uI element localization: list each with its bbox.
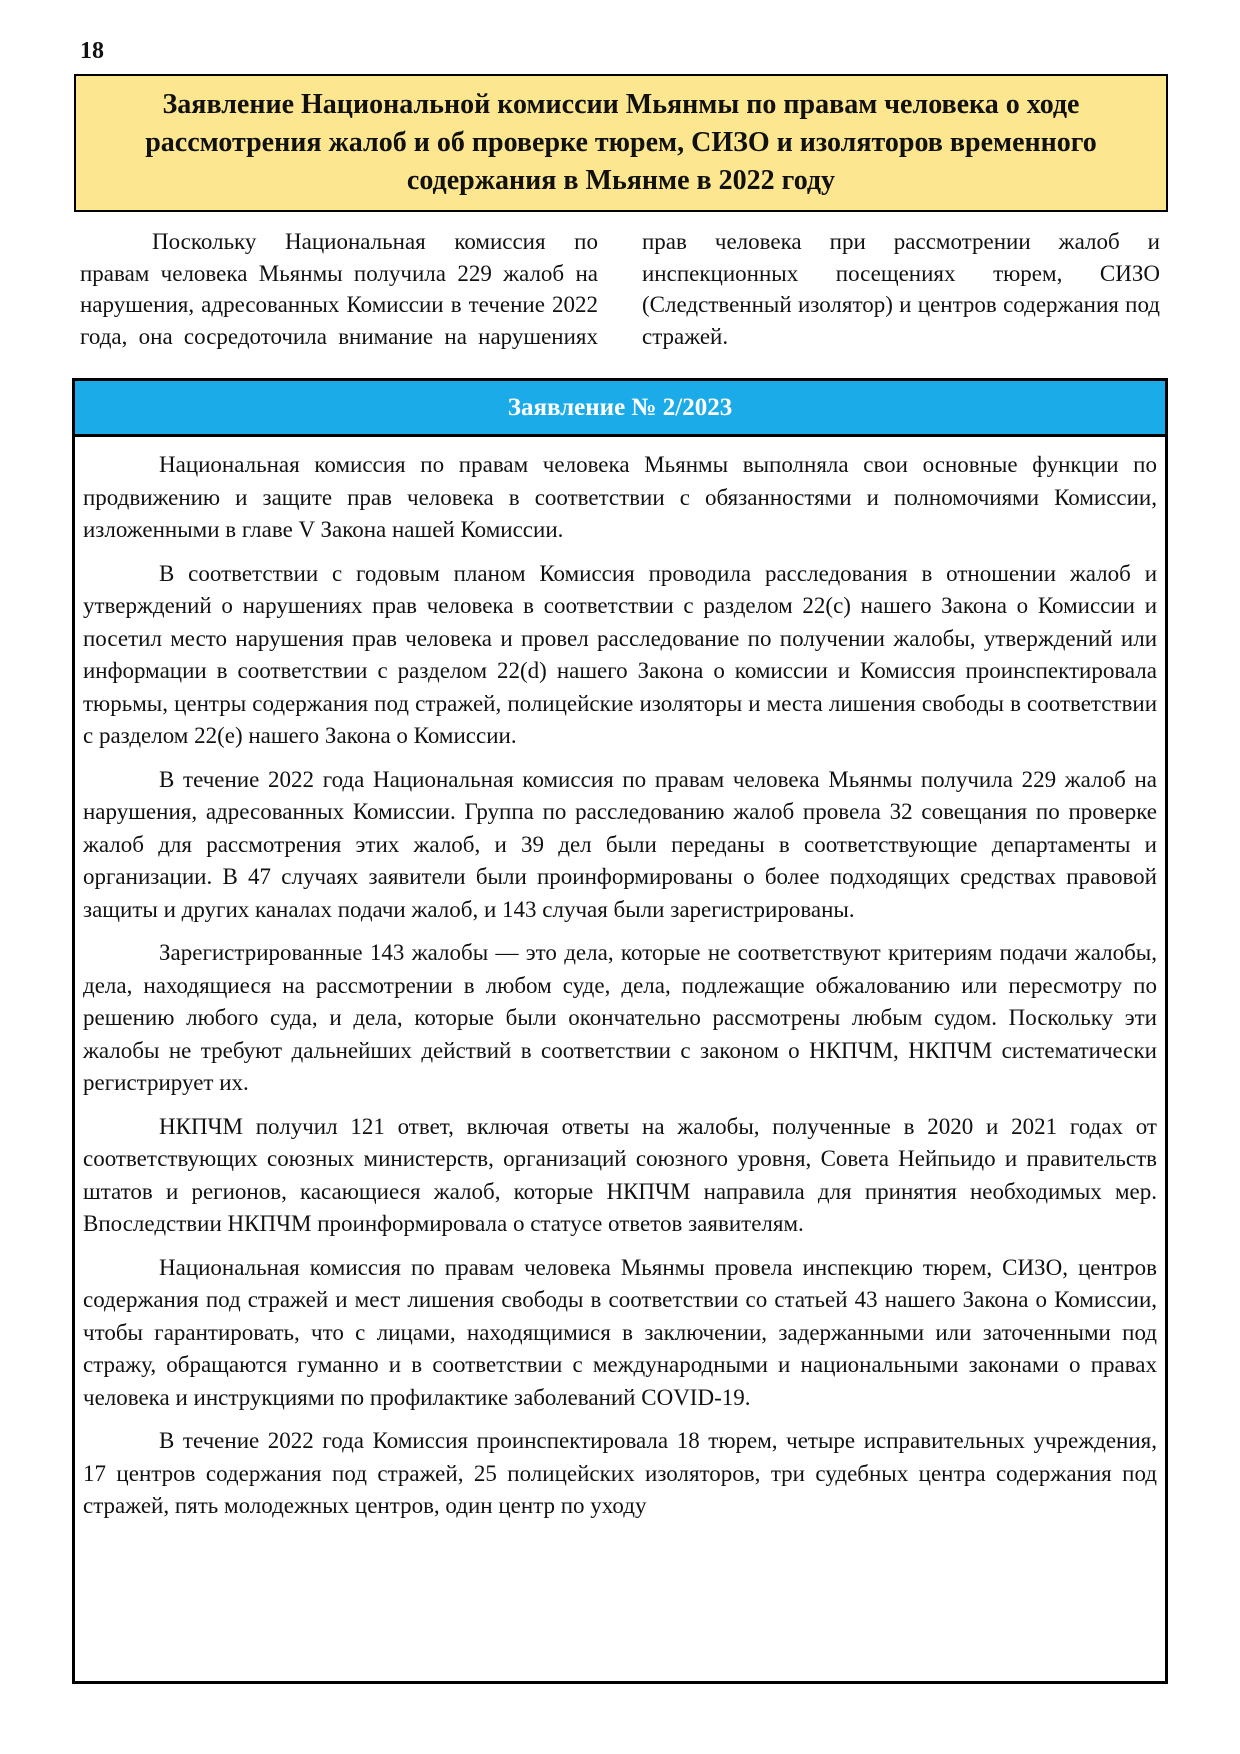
statement-paragraph-3: В течение 2022 года Национальная комиссия по правам человека Мьянмы получила 229 жалоб на нарушения, адресованных Комиссии. Группа по расследованию жалоб провела 32 совещания по проверке жалоб для рассмотрения этих жалоб, и 39 дел были переданы в соответствующие департаменты и организации. В 47 случаях заявители были проинформированы о более подходящих средствах правовой защиты и других каналах подачи жалоб, и 143 случая были зарегистрированы. (83, 766, 1157, 922)
statement-paragraph-7: В течение 2022 года Комиссия проинспектировала 18 тюрем, четыре исправительных учреждения, 17 центров содержания под стражей, 25 полицейских изоляторов, три судебных центра содержания под стражей, пять молодежных центров, один центр по уходу (83, 1428, 1157, 1518)
intro-text (80, 226, 1160, 356)
page-number: 18 (80, 38, 104, 64)
statement-paragraph-6: Национальная комиссия по правам человека Мьянмы провела инспекцию тюрем, СИЗО, центров содержания под стражей и мест лишения свободы в соответствии со статьей 43 нашего Закона о Комиссии, чтобы гарантировать, что с лицами, находящимися в заключении, задержанными или заточенными под стражу, обращаются гуманно и в соответствии с международными и национальными законами о правах человека и инструкциями по профилактике заболеваний COVID-19. (83, 1254, 1157, 1410)
statement-paragraph-1: Национальная комиссия по правам человека Мьянмы выполняла свои основные функции по продвижению и защите прав человека в соответствии с обязанностями и полномочиями Комиссии, изложенными в главе V Закона нашей Комиссии. (83, 452, 1157, 542)
statement-paragraph-2: В соответствии с годовым планом Комиссия проводила расследования в отношении жалоб и утверждений о нарушениях прав человека в соответствии с разделом 22(c) нашего Закона о Комиссии и посетил место нарушения прав человека и провел расследование по получении жалобы, утверждений или информации в соответствии с разделом 22(d) нашего Закона о комиссии и Комиссия проинспектировала тюрьмы, центры содержания под стражей, полицейские изоляторы и места лишения свободы в соответствии с разделом 22(e) нашего Закона о Комиссии. (83, 560, 1157, 748)
intro-paragraph: Поскольку Национальная комиссия по правам человека Мьянмы получила 229 жалоб на нарушения, адресованных Комиссии в течение 2022 года, она сосредоточила внимание на нарушениях прав человека при рассмотрении жалоб и инспекционных посещениях тюрем, СИЗО (Следственный изолятор) и центров содержания под стражей. (80, 229, 1160, 349)
statement-paragraph-4: Зарегистрированные 143 жалобы — это дела, которые не соответствуют критериям подачи жалобы, дела, находящиеся на рассмотрении в любом суде, дела, подлежащие обжалованию или пересмотру по решению любого суда, и дела, которые были окончательно рассмотрены любым судом. Поскольку эти жалобы не требуют дальнейших действий в соответствии с законом о НКПЧМ, НКПЧМ систематически регистрирует их. (83, 940, 1157, 1095)
statement-body (75, 437, 1165, 1523)
statement-paragraph-5: НКПЧМ получил 121 ответ, включая ответы на жалобы, полученные в 2020 и 2021 годах от соответствующих союзных министерств, организаций союзного уровня, Совета Нейпьидо и правительств штатов и регионов, касающиеся жалоб, которые НКПЧМ направила для принятия необходимых мер. Впоследствии НКПЧМ проинформировала о статусе ответов заявителям. (83, 1113, 1157, 1236)
statement-box (72, 378, 1168, 1684)
page-title: Заявление Национальной комиссии Мьянмы по правам человека о ходе рассмотрения жалоб и об проверке тюрем, СИЗО и изоляторов временного содержания в Мьянме в 2022 году (145, 89, 1097, 196)
page-title-box (74, 74, 1168, 212)
statement-heading: Заявление № 2/2023 (75, 381, 1165, 437)
